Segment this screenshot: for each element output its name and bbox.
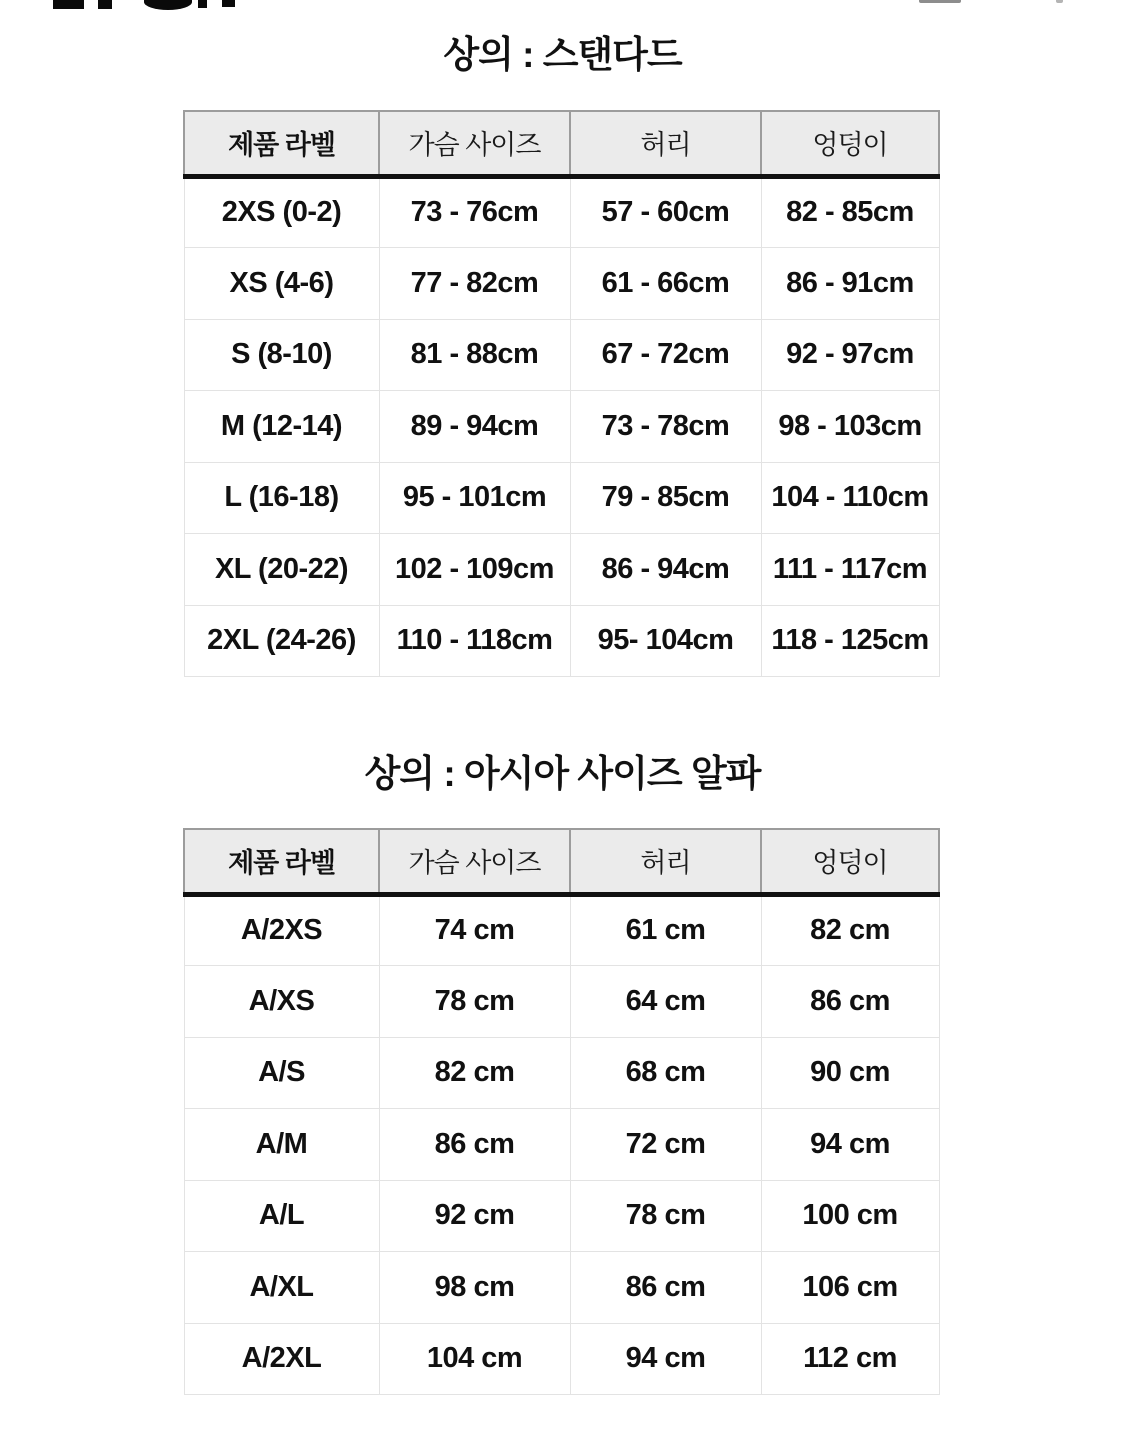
size-table-standard xyxy=(183,110,940,677)
column-header: 허리 xyxy=(570,111,761,176)
measurement-cell: 89 - 94cm xyxy=(379,391,570,463)
measurement-cell: 74 cm xyxy=(379,894,570,966)
measurement-cell: 86 cm xyxy=(379,1109,570,1181)
measurement-cell: 61 - 66cm xyxy=(570,248,761,320)
cropped-ui-fragment xyxy=(919,0,961,3)
measurement-cell: 72 cm xyxy=(570,1109,761,1181)
measurement-cell: 86 - 94cm xyxy=(570,534,761,606)
column-header: 가슴 사이즈 xyxy=(379,111,570,176)
table-row xyxy=(184,391,939,463)
measurement-cell: 57 - 60cm xyxy=(570,176,761,248)
size-label-cell: XS (4-6) xyxy=(184,248,379,320)
measurement-cell: 61 cm xyxy=(570,894,761,966)
measurement-cell: 90 cm xyxy=(761,1037,939,1109)
measurement-cell: 64 cm xyxy=(570,966,761,1038)
measurement-cell: 73 - 78cm xyxy=(570,391,761,463)
table-row xyxy=(184,1323,939,1395)
measurement-cell: 67 - 72cm xyxy=(570,319,761,391)
measurement-cell: 95- 104cm xyxy=(570,605,761,677)
cropped-glyph-fragment xyxy=(98,0,112,9)
measurement-cell: 112 cm xyxy=(761,1323,939,1395)
cropped-glyph-fragment xyxy=(222,0,235,7)
table-row xyxy=(184,319,939,391)
section-title-standard: 상의 : 스탠다드 xyxy=(443,34,682,75)
size-label-cell: XL (20-22) xyxy=(184,534,379,606)
header-row xyxy=(184,111,939,176)
measurement-cell: 82 cm xyxy=(761,894,939,966)
measurement-cell: 94 cm xyxy=(570,1323,761,1395)
measurement-cell: 111 - 117cm xyxy=(761,534,939,606)
size-label-cell: A/XL xyxy=(184,1252,379,1324)
size-label-cell: L (16-18) xyxy=(184,462,379,534)
measurement-cell: 95 - 101cm xyxy=(379,462,570,534)
measurement-cell: 100 cm xyxy=(761,1180,939,1252)
measurement-cell: 92 cm xyxy=(379,1180,570,1252)
measurement-cell: 73 - 76cm xyxy=(379,176,570,248)
measurement-cell: 78 cm xyxy=(379,966,570,1038)
size-label-cell: A/2XL xyxy=(184,1323,379,1395)
measurement-cell: 82 - 85cm xyxy=(761,176,939,248)
measurement-cell: 78 cm xyxy=(570,1180,761,1252)
measurement-cell: 110 - 118cm xyxy=(379,605,570,677)
table-row xyxy=(184,1252,939,1324)
table-row xyxy=(184,605,939,677)
size-label-cell: 2XL (24-26) xyxy=(184,605,379,677)
size-label-cell: M (12-14) xyxy=(184,391,379,463)
size-table-asia xyxy=(183,828,940,1395)
table-row xyxy=(184,1109,939,1181)
table-row xyxy=(184,966,939,1038)
measurement-cell: 77 - 82cm xyxy=(379,248,570,320)
table-row xyxy=(184,176,939,248)
size-label-cell: A/S xyxy=(184,1037,379,1109)
measurement-cell: 98 - 103cm xyxy=(761,391,939,463)
cropped-glyph-fragment xyxy=(144,0,192,10)
cropped-glyph-fragment xyxy=(53,0,84,9)
measurement-cell: 79 - 85cm xyxy=(570,462,761,534)
measurement-cell: 82 cm xyxy=(379,1037,570,1109)
measurement-cell: 86 cm xyxy=(761,966,939,1038)
section-title-asia: 상의 : 아시아 사이즈 알파 xyxy=(364,753,761,794)
size-label-cell: A/M xyxy=(184,1109,379,1181)
measurement-cell: 104 cm xyxy=(379,1323,570,1395)
column-header: 제품 라벨 xyxy=(184,829,379,894)
column-header: 허리 xyxy=(570,829,761,894)
table-row xyxy=(184,1180,939,1252)
measurement-cell: 94 cm xyxy=(761,1109,939,1181)
header-row xyxy=(184,829,939,894)
measurement-cell: 104 - 110cm xyxy=(761,462,939,534)
table-row xyxy=(184,1037,939,1109)
size-label-cell: A/XS xyxy=(184,966,379,1038)
table-row xyxy=(184,462,939,534)
measurement-cell: 98 cm xyxy=(379,1252,570,1324)
column-header: 엉덩이 xyxy=(761,111,939,176)
measurement-cell: 86 cm xyxy=(570,1252,761,1324)
table-row xyxy=(184,248,939,320)
column-header: 가슴 사이즈 xyxy=(379,829,570,894)
measurement-cell: 81 - 88cm xyxy=(379,319,570,391)
measurement-cell: 86 - 91cm xyxy=(761,248,939,320)
measurement-cell: 102 - 109cm xyxy=(379,534,570,606)
cropped-glyph-fragment xyxy=(198,0,207,8)
measurement-cell: 92 - 97cm xyxy=(761,319,939,391)
table-row xyxy=(184,534,939,606)
table-row xyxy=(184,894,939,966)
size-label-cell: A/2XS xyxy=(184,894,379,966)
column-header: 엉덩이 xyxy=(761,829,939,894)
size-label-cell: 2XS (0-2) xyxy=(184,176,379,248)
cropped-ui-fragment xyxy=(1056,0,1063,3)
measurement-cell: 118 - 125cm xyxy=(761,605,939,677)
column-header: 제품 라벨 xyxy=(184,111,379,176)
size-label-cell: A/L xyxy=(184,1180,379,1252)
measurement-cell: 106 cm xyxy=(761,1252,939,1324)
measurement-cell: 68 cm xyxy=(570,1037,761,1109)
size-label-cell: S (8-10) xyxy=(184,319,379,391)
